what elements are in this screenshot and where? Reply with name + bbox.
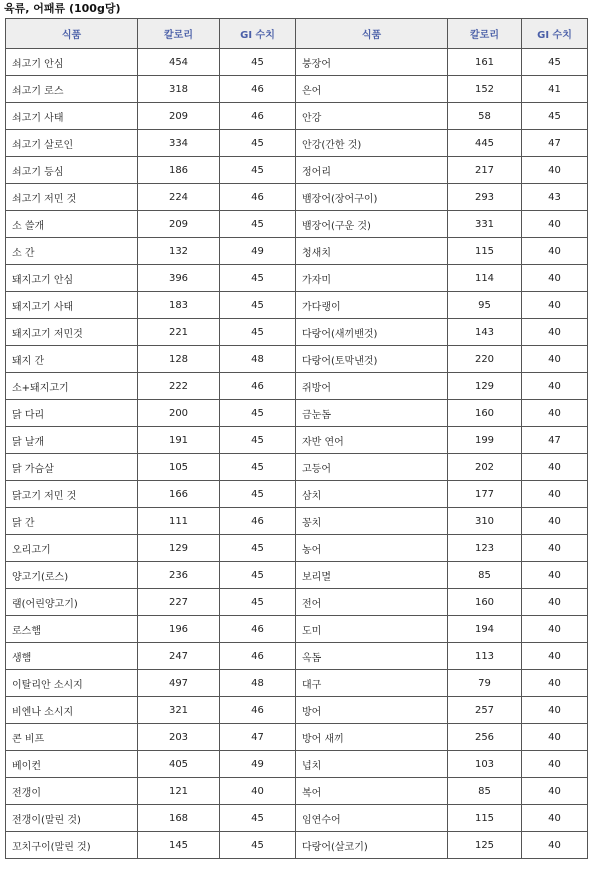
calorie-left: 222 bbox=[138, 373, 220, 400]
gi-right: 40 bbox=[522, 454, 588, 481]
gi-left: 46 bbox=[220, 643, 296, 670]
gi-right: 40 bbox=[522, 805, 588, 832]
gi-left: 45 bbox=[220, 319, 296, 346]
food-name-left: 오리고기 bbox=[6, 535, 138, 562]
gi-right: 40 bbox=[522, 535, 588, 562]
calorie-right: 331 bbox=[448, 211, 522, 238]
calorie-right: 257 bbox=[448, 697, 522, 724]
food-name-right: 뱀장어(구운 것) bbox=[296, 211, 448, 238]
gi-right: 40 bbox=[522, 778, 588, 805]
gi-left: 46 bbox=[220, 373, 296, 400]
calorie-left: 128 bbox=[138, 346, 220, 373]
gi-left: 45 bbox=[220, 130, 296, 157]
gi-right: 40 bbox=[522, 508, 588, 535]
calorie-left: 405 bbox=[138, 751, 220, 778]
food-name-left: 쇠고기 사태 bbox=[6, 103, 138, 130]
food-name-right: 뱀장어(장어구이) bbox=[296, 184, 448, 211]
food-name-left: 전갱이 bbox=[6, 778, 138, 805]
food-name-left: 꼬치구이(말린 것) bbox=[6, 832, 138, 859]
table-caption: 육류, 어패류 (100g당) bbox=[4, 2, 121, 15]
header-food-left: 식품 bbox=[6, 19, 138, 49]
gi-left: 45 bbox=[220, 49, 296, 76]
gi-right: 40 bbox=[522, 724, 588, 751]
calorie-right: 310 bbox=[448, 508, 522, 535]
gi-right: 40 bbox=[522, 319, 588, 346]
header-gi-left: GI 수치 bbox=[220, 19, 296, 49]
food-name-left: 닭고기 저민 것 bbox=[6, 481, 138, 508]
header-food-right: 식품 bbox=[296, 19, 448, 49]
calorie-right: 103 bbox=[448, 751, 522, 778]
calorie-left: 321 bbox=[138, 697, 220, 724]
table-row bbox=[6, 400, 588, 427]
gi-left: 45 bbox=[220, 589, 296, 616]
calorie-right: 445 bbox=[448, 130, 522, 157]
table-row bbox=[6, 832, 588, 859]
calorie-right: 161 bbox=[448, 49, 522, 76]
food-name-left: 전갱이(말린 것) bbox=[6, 805, 138, 832]
food-name-left: 비엔나 소시지 bbox=[6, 697, 138, 724]
table-row bbox=[6, 697, 588, 724]
gi-left: 48 bbox=[220, 346, 296, 373]
food-name-left: 생햄 bbox=[6, 643, 138, 670]
gi-left: 49 bbox=[220, 238, 296, 265]
food-name-left: 램(어린양고기) bbox=[6, 589, 138, 616]
calorie-right: 123 bbox=[448, 535, 522, 562]
gi-left: 46 bbox=[220, 76, 296, 103]
calorie-left: 203 bbox=[138, 724, 220, 751]
gi-left: 45 bbox=[220, 481, 296, 508]
header-gi-right: GI 수치 bbox=[522, 19, 588, 49]
calorie-right: 194 bbox=[448, 616, 522, 643]
calorie-right: 220 bbox=[448, 346, 522, 373]
calorie-left: 191 bbox=[138, 427, 220, 454]
gi-right: 40 bbox=[522, 832, 588, 859]
food-name-left: 쇠고기 등심 bbox=[6, 157, 138, 184]
gi-right: 45 bbox=[522, 103, 588, 130]
table-row bbox=[6, 589, 588, 616]
calorie-right: 79 bbox=[448, 670, 522, 697]
calorie-left: 318 bbox=[138, 76, 220, 103]
calorie-left: 145 bbox=[138, 832, 220, 859]
calorie-right: 125 bbox=[448, 832, 522, 859]
gi-left: 46 bbox=[220, 508, 296, 535]
calorie-right: 95 bbox=[448, 292, 522, 319]
gi-left: 45 bbox=[220, 535, 296, 562]
calorie-right: 115 bbox=[448, 238, 522, 265]
calorie-left: 186 bbox=[138, 157, 220, 184]
gi-left: 46 bbox=[220, 103, 296, 130]
gi-left: 46 bbox=[220, 616, 296, 643]
calorie-left: 227 bbox=[138, 589, 220, 616]
calorie-right: 199 bbox=[448, 427, 522, 454]
gi-left: 45 bbox=[220, 562, 296, 589]
food-name-right: 정어리 bbox=[296, 157, 448, 184]
table-row bbox=[6, 292, 588, 319]
food-name-right: 다랑어(살코기) bbox=[296, 832, 448, 859]
header-row bbox=[6, 19, 588, 49]
calorie-right: 115 bbox=[448, 805, 522, 832]
food-name-right: 고등어 bbox=[296, 454, 448, 481]
food-name-left: 소 쓸개 bbox=[6, 211, 138, 238]
table-row bbox=[6, 157, 588, 184]
calorie-left: 129 bbox=[138, 535, 220, 562]
calorie-left: 209 bbox=[138, 211, 220, 238]
calorie-left: 224 bbox=[138, 184, 220, 211]
food-name-right: 전어 bbox=[296, 589, 448, 616]
gi-left: 45 bbox=[220, 427, 296, 454]
food-name-right: 다랑어(새끼밴것) bbox=[296, 319, 448, 346]
calorie-left: 396 bbox=[138, 265, 220, 292]
gi-right: 40 bbox=[522, 697, 588, 724]
table-row bbox=[6, 373, 588, 400]
table-row bbox=[6, 265, 588, 292]
calorie-right: 160 bbox=[448, 589, 522, 616]
gi-right: 43 bbox=[522, 184, 588, 211]
food-name-right: 대구 bbox=[296, 670, 448, 697]
food-name-right: 보리멸 bbox=[296, 562, 448, 589]
gi-right: 40 bbox=[522, 211, 588, 238]
calorie-left: 454 bbox=[138, 49, 220, 76]
food-name-left: 콘 비프 bbox=[6, 724, 138, 751]
table-row bbox=[6, 49, 588, 76]
table-row bbox=[6, 724, 588, 751]
food-name-right: 붕장어 bbox=[296, 49, 448, 76]
gi-right: 40 bbox=[522, 481, 588, 508]
calorie-right: 58 bbox=[448, 103, 522, 130]
calorie-right: 177 bbox=[448, 481, 522, 508]
gi-right: 40 bbox=[522, 265, 588, 292]
gi-left: 46 bbox=[220, 184, 296, 211]
food-name-right: 안강 bbox=[296, 103, 448, 130]
table-body bbox=[6, 49, 588, 859]
table-row bbox=[6, 211, 588, 238]
table-row bbox=[6, 319, 588, 346]
calorie-left: 200 bbox=[138, 400, 220, 427]
gi-right: 41 bbox=[522, 76, 588, 103]
food-name-left: 닭 날개 bbox=[6, 427, 138, 454]
calorie-left: 132 bbox=[138, 238, 220, 265]
gi-left: 45 bbox=[220, 211, 296, 238]
food-name-right: 도미 bbox=[296, 616, 448, 643]
calorie-left: 183 bbox=[138, 292, 220, 319]
food-name-left: 닭 간 bbox=[6, 508, 138, 535]
calorie-right: 114 bbox=[448, 265, 522, 292]
food-name-right: 농어 bbox=[296, 535, 448, 562]
gi-right: 45 bbox=[522, 49, 588, 76]
gi-right: 47 bbox=[522, 130, 588, 157]
food-name-left: 쇠고기 저민 것 bbox=[6, 184, 138, 211]
gi-right: 47 bbox=[522, 427, 588, 454]
food-name-left: 돼지고기 저민것 bbox=[6, 319, 138, 346]
table-row bbox=[6, 751, 588, 778]
table-row bbox=[6, 454, 588, 481]
table-row bbox=[6, 535, 588, 562]
calorie-left: 247 bbox=[138, 643, 220, 670]
header-calorie-left: 칼로리 bbox=[138, 19, 220, 49]
calorie-left: 209 bbox=[138, 103, 220, 130]
food-name-right: 안강(간한 것) bbox=[296, 130, 448, 157]
calorie-left: 497 bbox=[138, 670, 220, 697]
food-name-right: 복어 bbox=[296, 778, 448, 805]
gi-left: 48 bbox=[220, 670, 296, 697]
table-row bbox=[6, 562, 588, 589]
calorie-right: 256 bbox=[448, 724, 522, 751]
table-row bbox=[6, 643, 588, 670]
calorie-right: 85 bbox=[448, 778, 522, 805]
calorie-right: 85 bbox=[448, 562, 522, 589]
calorie-left: 105 bbox=[138, 454, 220, 481]
gi-right: 40 bbox=[522, 643, 588, 670]
gi-left: 45 bbox=[220, 400, 296, 427]
food-name-right: 가다랭이 bbox=[296, 292, 448, 319]
food-name-left: 돼지 간 bbox=[6, 346, 138, 373]
food-name-left: 쇠고기 안심 bbox=[6, 49, 138, 76]
calorie-left: 196 bbox=[138, 616, 220, 643]
gi-right: 40 bbox=[522, 670, 588, 697]
food-name-left: 양고기(로스) bbox=[6, 562, 138, 589]
food-name-left: 닭 가슴살 bbox=[6, 454, 138, 481]
gi-left: 40 bbox=[220, 778, 296, 805]
food-name-right: 방어 bbox=[296, 697, 448, 724]
food-name-right: 가자미 bbox=[296, 265, 448, 292]
food-name-right: 방어 새끼 bbox=[296, 724, 448, 751]
gi-table bbox=[5, 18, 588, 859]
calorie-right: 217 bbox=[448, 157, 522, 184]
gi-right: 40 bbox=[522, 373, 588, 400]
food-name-left: 쇠고기 살로인 bbox=[6, 130, 138, 157]
calorie-left: 166 bbox=[138, 481, 220, 508]
calorie-right: 202 bbox=[448, 454, 522, 481]
food-name-right: 다랑어(토막낸것) bbox=[296, 346, 448, 373]
table-row bbox=[6, 805, 588, 832]
table-row bbox=[6, 508, 588, 535]
calorie-left: 121 bbox=[138, 778, 220, 805]
gi-right: 40 bbox=[522, 292, 588, 319]
food-name-left: 쇠고기 로스 bbox=[6, 76, 138, 103]
food-name-right: 넙치 bbox=[296, 751, 448, 778]
table-row bbox=[6, 616, 588, 643]
table-row bbox=[6, 238, 588, 265]
gi-left: 49 bbox=[220, 751, 296, 778]
food-name-left: 소 간 bbox=[6, 238, 138, 265]
food-name-right: 청새치 bbox=[296, 238, 448, 265]
food-name-right: 임연수어 bbox=[296, 805, 448, 832]
food-name-right: 쥐방어 bbox=[296, 373, 448, 400]
food-name-right: 은어 bbox=[296, 76, 448, 103]
table-row bbox=[6, 346, 588, 373]
gi-left: 45 bbox=[220, 454, 296, 481]
gi-left: 45 bbox=[220, 832, 296, 859]
calorie-right: 143 bbox=[448, 319, 522, 346]
gi-left: 46 bbox=[220, 697, 296, 724]
calorie-right: 293 bbox=[448, 184, 522, 211]
gi-right: 40 bbox=[522, 562, 588, 589]
gi-left: 45 bbox=[220, 292, 296, 319]
gi-left: 45 bbox=[220, 157, 296, 184]
calorie-right: 113 bbox=[448, 643, 522, 670]
calorie-left: 111 bbox=[138, 508, 220, 535]
table-row bbox=[6, 778, 588, 805]
food-name-left: 로스햄 bbox=[6, 616, 138, 643]
gi-right: 40 bbox=[522, 589, 588, 616]
calorie-right: 160 bbox=[448, 400, 522, 427]
food-name-left: 돼지고기 안심 bbox=[6, 265, 138, 292]
food-name-left: 베이컨 bbox=[6, 751, 138, 778]
food-name-right: 꽁치 bbox=[296, 508, 448, 535]
gi-right: 40 bbox=[522, 400, 588, 427]
table-row bbox=[6, 76, 588, 103]
table-row bbox=[6, 427, 588, 454]
table-row bbox=[6, 670, 588, 697]
calorie-left: 221 bbox=[138, 319, 220, 346]
table-row bbox=[6, 184, 588, 211]
food-name-right: 옥돔 bbox=[296, 643, 448, 670]
gi-left: 45 bbox=[220, 265, 296, 292]
gi-right: 40 bbox=[522, 157, 588, 184]
calorie-right: 152 bbox=[448, 76, 522, 103]
table-row bbox=[6, 130, 588, 157]
calorie-left: 168 bbox=[138, 805, 220, 832]
food-name-left: 이탈리안 소시지 bbox=[6, 670, 138, 697]
food-name-right: 삼치 bbox=[296, 481, 448, 508]
food-name-right: 금눈돔 bbox=[296, 400, 448, 427]
food-name-left: 닭 다리 bbox=[6, 400, 138, 427]
gi-right: 40 bbox=[522, 751, 588, 778]
gi-right: 40 bbox=[522, 238, 588, 265]
table-row bbox=[6, 103, 588, 130]
calorie-right: 129 bbox=[448, 373, 522, 400]
header-calorie-right: 칼로리 bbox=[448, 19, 522, 49]
calorie-left: 334 bbox=[138, 130, 220, 157]
gi-left: 45 bbox=[220, 805, 296, 832]
food-name-left: 소+돼지고기 bbox=[6, 373, 138, 400]
food-name-left: 돼지고기 사태 bbox=[6, 292, 138, 319]
calorie-left: 236 bbox=[138, 562, 220, 589]
table-row bbox=[6, 481, 588, 508]
gi-right: 40 bbox=[522, 346, 588, 373]
gi-left: 47 bbox=[220, 724, 296, 751]
food-name-right: 자반 연어 bbox=[296, 427, 448, 454]
gi-right: 40 bbox=[522, 616, 588, 643]
